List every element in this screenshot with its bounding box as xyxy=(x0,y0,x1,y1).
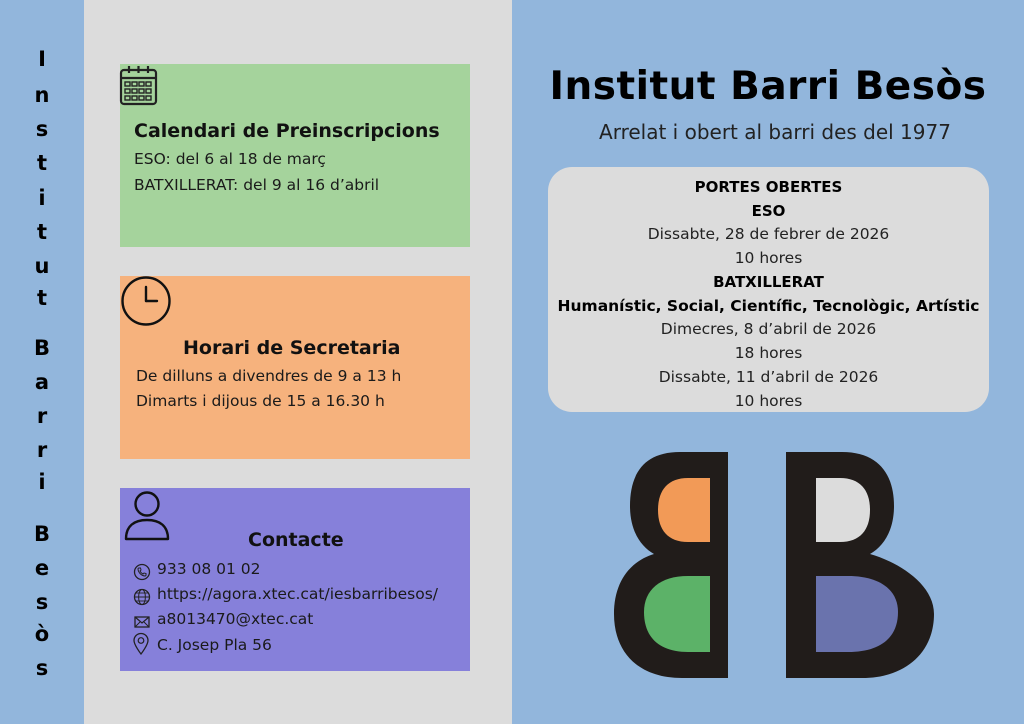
vertical-letter: s xyxy=(35,117,49,141)
vertical-letter: a xyxy=(34,370,50,394)
person-icon xyxy=(122,490,172,542)
phone-icon xyxy=(133,563,151,581)
open-days-batxillerat-time-2: 10 hores xyxy=(734,392,803,410)
contact-email[interactable]: a8013470@xtec.cat xyxy=(157,610,314,628)
mail-icon xyxy=(133,613,151,631)
contact-address: C. Josep Pla 56 xyxy=(157,636,272,654)
schedule-line-afternoons: Dimarts i dijous de 15 a 16.30 h xyxy=(136,392,385,410)
vertical-letter: r xyxy=(36,438,48,462)
vertical-letter: u xyxy=(34,254,50,278)
open-days-heading: PORTES OBERTES xyxy=(694,178,843,196)
schedule-title: Horari de Secretaria xyxy=(183,337,401,359)
open-days-batxillerat-date-1: Dimecres, 8 d’abril de 2026 xyxy=(660,320,877,338)
open-days-eso-label: ESO xyxy=(751,202,786,220)
open-days-batxillerat-date-2: Dissabte, 11 d’abril de 2026 xyxy=(658,368,879,386)
vertical-letter: e xyxy=(34,556,50,580)
calendar-title: Calendari de Preinscripcions xyxy=(134,120,440,142)
vertical-letter: t xyxy=(36,220,48,244)
calendar-icon xyxy=(119,64,159,106)
vertical-letter: i xyxy=(38,470,46,494)
contact-web-link[interactable]: https://agora.xtec.cat/iesbarribesos/ xyxy=(157,585,438,603)
left-strip xyxy=(0,0,84,724)
open-days-batxillerat-modalities: Humanístic, Social, Científic, Tecnològic, Artístic xyxy=(557,297,980,315)
vertical-letter: t xyxy=(36,286,48,310)
vertical-letter: n xyxy=(34,83,50,107)
school-subtitle: Arrelat i obert al barri des del 1977 xyxy=(599,120,951,144)
vertical-letter: t xyxy=(36,151,48,175)
globe-icon xyxy=(133,588,151,606)
open-days-batxillerat-time-1: 18 hores xyxy=(734,344,803,362)
vertical-letter: i xyxy=(38,186,46,210)
vertical-letter: B xyxy=(33,522,50,546)
location-pin-icon xyxy=(131,632,151,656)
bb-logo xyxy=(608,448,940,680)
vertical-letter: B xyxy=(33,336,50,360)
vertical-letter: I xyxy=(38,47,46,71)
contact-phone[interactable]: 933 08 01 02 xyxy=(157,560,261,578)
clock-icon xyxy=(120,275,172,327)
calendar-line-batxillerat: BATXILLERAT: del 9 al 16 d’abril xyxy=(134,176,380,194)
vertical-letter: ò xyxy=(34,622,50,646)
open-days-eso-date: Dissabte, 28 de febrer de 2026 xyxy=(647,225,890,243)
calendar-line-eso: ESO: del 6 al 18 de març xyxy=(134,150,326,168)
schedule-line-weekdays: De dilluns a divendres de 9 a 13 h xyxy=(136,367,402,385)
vertical-letter: r xyxy=(36,404,48,428)
open-days-eso-time: 10 hores xyxy=(734,249,803,267)
open-days-batxillerat-label: BATXILLERAT xyxy=(713,273,824,291)
open-days-box xyxy=(548,167,989,412)
contact-title: Contacte xyxy=(248,529,344,551)
vertical-letter: s xyxy=(35,590,49,614)
vertical-letter: s xyxy=(35,656,49,680)
school-title: Institut Barri Besòs xyxy=(549,64,987,109)
